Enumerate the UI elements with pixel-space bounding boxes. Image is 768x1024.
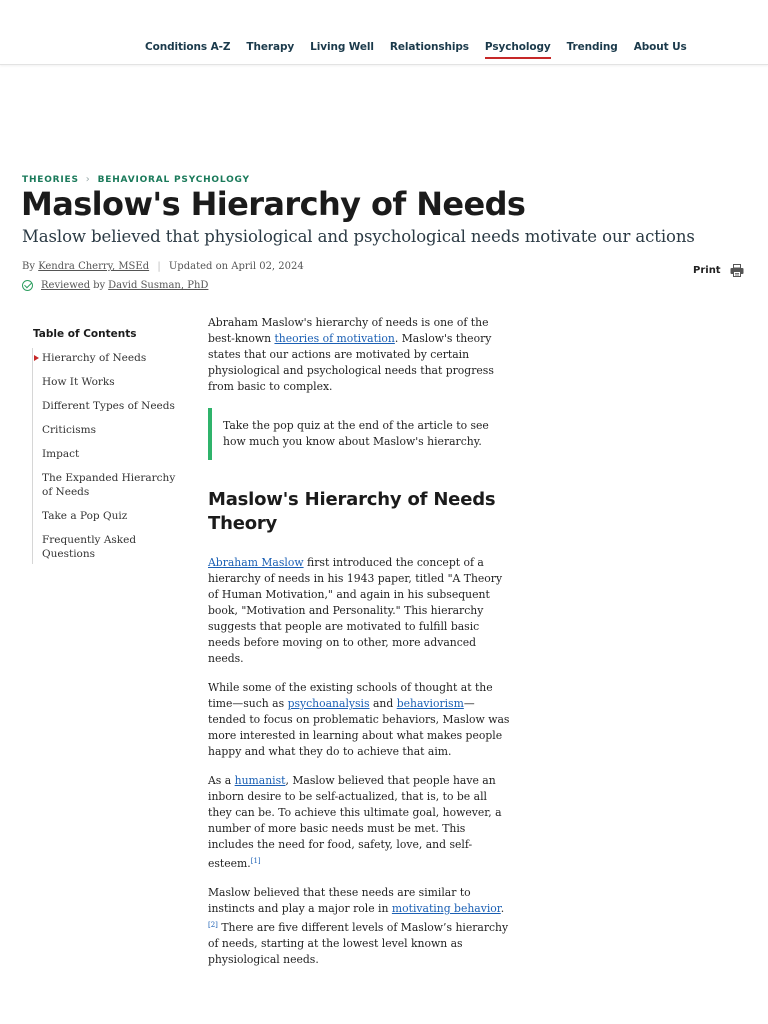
humanist-text-b: , Maslow believed that people have an inborn desire to be self-actualized, that is, to be all they can be. To achieve this ultimate goal, however, a number of more basic needs must be met. This includes the need for food, safety, love, and self-esteem.	[208, 774, 502, 870]
citation-2-link[interactable]: [2]	[208, 921, 218, 929]
instincts-text-c: There are five different levels of Maslow’s hierarchy of needs, starting at the lowest level known as physiological needs.	[208, 921, 509, 966]
article-body	[208, 315, 510, 981]
breadcrumb	[22, 174, 250, 185]
reviewed-line	[22, 280, 211, 291]
paragraph-instincts	[208, 885, 510, 968]
toc-item-criticisms[interactable]: Criticisms	[42, 424, 96, 436]
toc-item-hierarchy-of-needs[interactable]: Hierarchy of Needs	[33, 348, 177, 368]
nav-item-living-well[interactable]: Living Well	[310, 41, 374, 53]
table-of-contents	[32, 348, 177, 564]
check-circle-icon	[22, 280, 33, 291]
nav-item-conditions[interactable]: Conditions A-Z	[145, 41, 231, 53]
byline-divider: |	[157, 261, 161, 272]
nav-item-about-us[interactable]: About Us	[633, 41, 687, 53]
abraham-maslow-link[interactable]: Abraham Maslow	[208, 556, 304, 569]
instincts-text-a: Maslow believed that these needs are similar to instincts and play a major role in	[208, 886, 471, 915]
toc-item-impact[interactable]: Impact	[42, 448, 80, 460]
breadcrumb-behavioral-psychology[interactable]: BEHAVIORAL PSYCHOLOGY	[97, 174, 250, 185]
schools-text-a: While some of the existing schools of thought at the time—such as	[208, 681, 493, 710]
humanist-link[interactable]: humanist	[234, 774, 286, 787]
page-subtitle: Maslow believed that physiological and psychological needs motivate our actions	[22, 227, 695, 246]
chevron-right-icon: ›	[85, 174, 91, 185]
top-navigation	[0, 0, 768, 65]
psychoanalysis-link[interactable]: psychoanalysis	[287, 697, 370, 710]
author-link[interactable]: Kendra Cherry, MSEd	[38, 261, 150, 272]
byline-by: By	[22, 261, 35, 272]
toc-item-expanded-hierarchy[interactable]: The Expanded Hierarchy of Needs	[42, 472, 176, 498]
reviewed-link[interactable]: Reviewed	[41, 280, 91, 291]
intro-text-b: . Maslow's theory states that our actions are motivated by certain physiological and psychological needs that progress from basic to complex.	[208, 332, 494, 393]
paragraph-humanist	[208, 773, 510, 872]
toc-item-how-it-works[interactable]: How It Works	[42, 376, 115, 388]
citation-1-link[interactable]: [1]	[250, 857, 261, 865]
paragraph-intro	[208, 315, 510, 395]
reviewer-link[interactable]: David Susman, PhD	[108, 280, 209, 291]
quiz-callout: Take the pop quiz at the end of the article to see how much you know about Maslow's hierarchy.	[208, 408, 510, 460]
schools-text-mid: and	[369, 697, 397, 710]
print-label: Print	[693, 265, 721, 276]
behaviorism-link[interactable]: behaviorism	[396, 697, 464, 710]
humanist-text-a: As a	[208, 774, 235, 787]
printer-icon	[730, 264, 744, 277]
nav-item-psychology[interactable]: Psychology	[484, 41, 551, 53]
byline	[22, 261, 304, 272]
section-heading: Maslow's Hierarchy of Needs Theory	[208, 489, 496, 534]
nav-item-therapy[interactable]: Therapy	[246, 41, 295, 53]
intro-text-a: Abraham Maslow's hierarchy of needs is one of the best-known	[208, 316, 489, 345]
history-text: first introduced the concept of a hierarchy of needs in his 1943 paper, titled "A Theory of Human Motivation," and again in his subsequent book, "Motivation and Personality." This hierarchy suggests that people are motivated to fulfill basic needs before moving on to other, more advanced needs.	[208, 556, 503, 665]
theories-of-motivation-link[interactable]: theories of motivation	[274, 332, 395, 345]
schools-text-b: —tended to focus on problematic behaviors, Maslow was more interested in learning about what makes people happy and what they do to achieve that aim.	[208, 697, 510, 758]
updated-date: Updated on April 02, 2024	[168, 261, 304, 272]
nav-menu	[145, 41, 703, 53]
motivating-behavior-link[interactable]: motivating behavior	[391, 902, 501, 915]
instincts-text-b: .	[500, 902, 505, 915]
print-button[interactable]	[693, 264, 744, 277]
nav-item-relationships[interactable]: Relationships	[389, 41, 469, 53]
page-title: Maslow's Hierarchy of Needs	[21, 185, 526, 223]
toc-item-different-types[interactable]: Different Types of Needs	[42, 400, 175, 412]
toc-item-pop-quiz[interactable]: Take a Pop Quiz	[42, 510, 128, 522]
paragraph-schools	[208, 680, 510, 760]
toc-title: Table of Contents	[33, 328, 137, 340]
toc-item-faq[interactable]: Frequently Asked Questions	[42, 534, 137, 560]
reviewed-by: by	[93, 280, 106, 291]
breadcrumb-theories[interactable]: THEORIES	[22, 174, 79, 185]
nav-item-trending[interactable]: Trending	[566, 41, 618, 53]
paragraph-history	[208, 555, 510, 667]
